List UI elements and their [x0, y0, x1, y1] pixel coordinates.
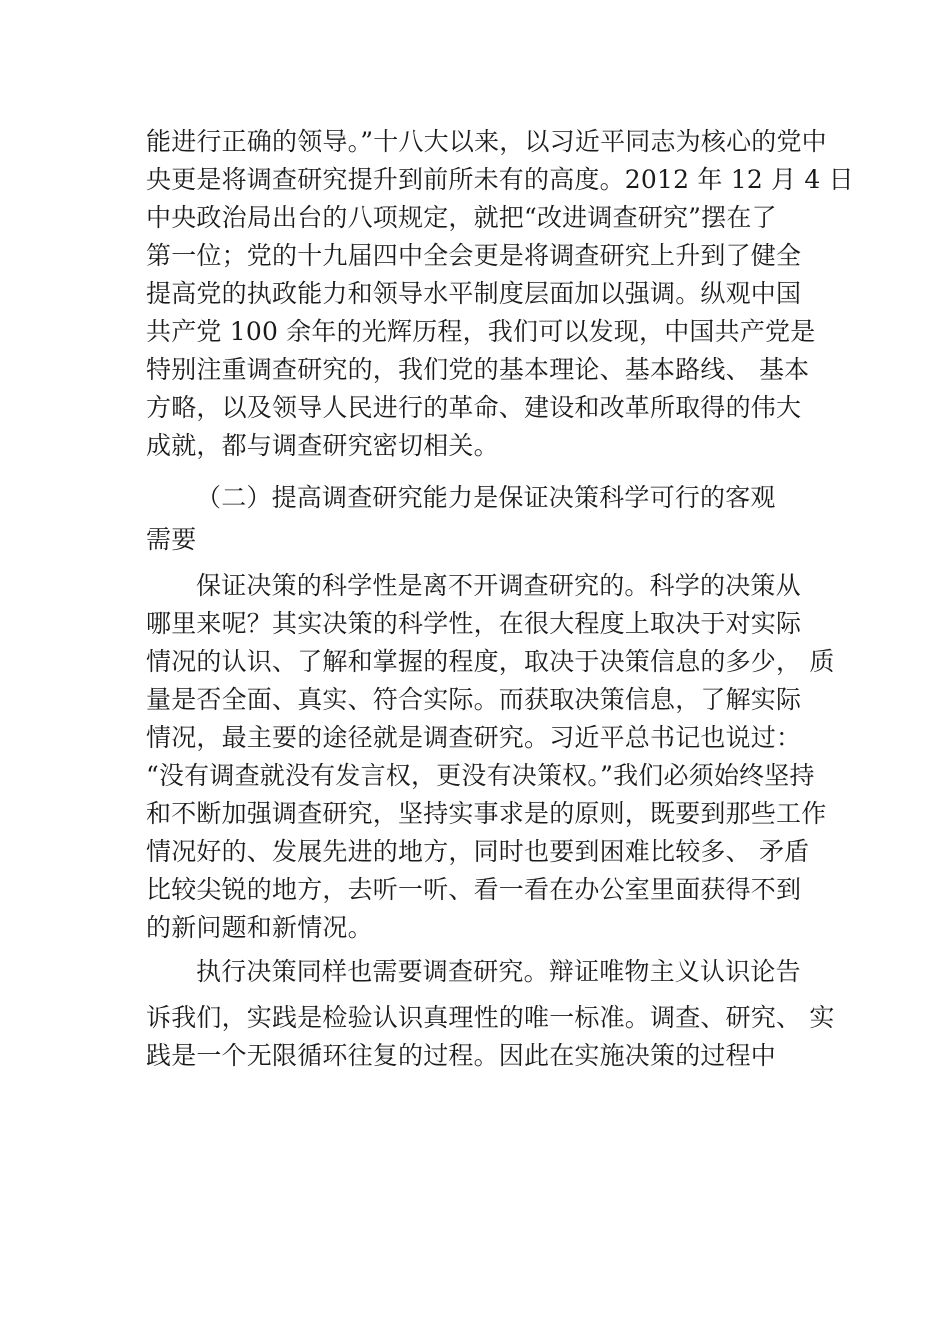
body-text-line: 成就，都与调查研究密切相关。	[146, 431, 499, 460]
body-text-line: 情况的认识、了解和掌握的程度，取决于决策信息的多少， 质	[146, 647, 835, 676]
paragraph-first-line: 保证决策的科学性是离不开调查研究的。科学的决策从	[196, 571, 801, 600]
section-heading-continuation: 需要	[146, 525, 197, 554]
section-heading: （二）提高调查研究能力是保证决策科学可行的客观	[196, 483, 776, 512]
body-text-line: 特别注重调查研究的，我们党的基本理论、基本路线、 基本	[146, 355, 810, 384]
body-text-line: 共产党 100 余年的光辉历程，我们可以发现，中国共产党是	[146, 317, 816, 346]
body-text-line: 第一位；党的十九届四中全会更是将调查研究上升到了健全	[146, 241, 802, 270]
body-text-line: 比较尖锐的地方，去听一听、看一看在办公室里面获得不到	[146, 875, 802, 904]
body-text-line: 能进行正确的领导。”十八大以来，以习近平同志为核心的党中	[146, 127, 827, 156]
paragraph-first-line: 执行决策同样也需要调查研究。辩证唯物主义认识论告	[196, 957, 801, 986]
body-text-line: 哪里来呢？其实决策的科学性，在很大程度上取决于对实际	[146, 609, 802, 638]
body-text-line: 央更是将调查研究提升到前所未有的高度。2012 年 12 月 4 日	[146, 165, 854, 194]
body-text-line: 量是否全面、真实、符合实际。而获取决策信息，了解实际	[146, 685, 802, 714]
body-text-line: 和不断加强调查研究，坚持实事求是的原则，既要到那些工作	[146, 799, 827, 828]
body-text-line: 方略，以及领导人民进行的革命、建设和改革所取得的伟大	[146, 393, 802, 422]
body-text-line: 提高党的执政能力和领导水平制度层面加以强调。纵观中国	[146, 279, 802, 308]
body-text-line: 情况好的、发展先进的地方，同时也要到困难比较多、 矛盾	[146, 837, 810, 866]
body-text-line: 情况，最主要的途径就是调查研究。习近平总书记也说过：	[146, 723, 802, 752]
body-text-line: 诉我们，实践是检验认识真理性的唯一标准。调查、研究、 实	[146, 1003, 835, 1032]
body-text-line: 践是一个无限循环往复的过程。因此在实施决策的过程中	[146, 1041, 777, 1070]
body-text-line: 的新问题和新情况。	[146, 913, 373, 942]
body-text-line: 中央政治局出台的八项规定，就把“改进调查研究”摆在了	[146, 203, 777, 232]
body-text-line: “没有调查就没有发言权，更没有决策权。”我们必须始终坚持	[146, 761, 815, 790]
